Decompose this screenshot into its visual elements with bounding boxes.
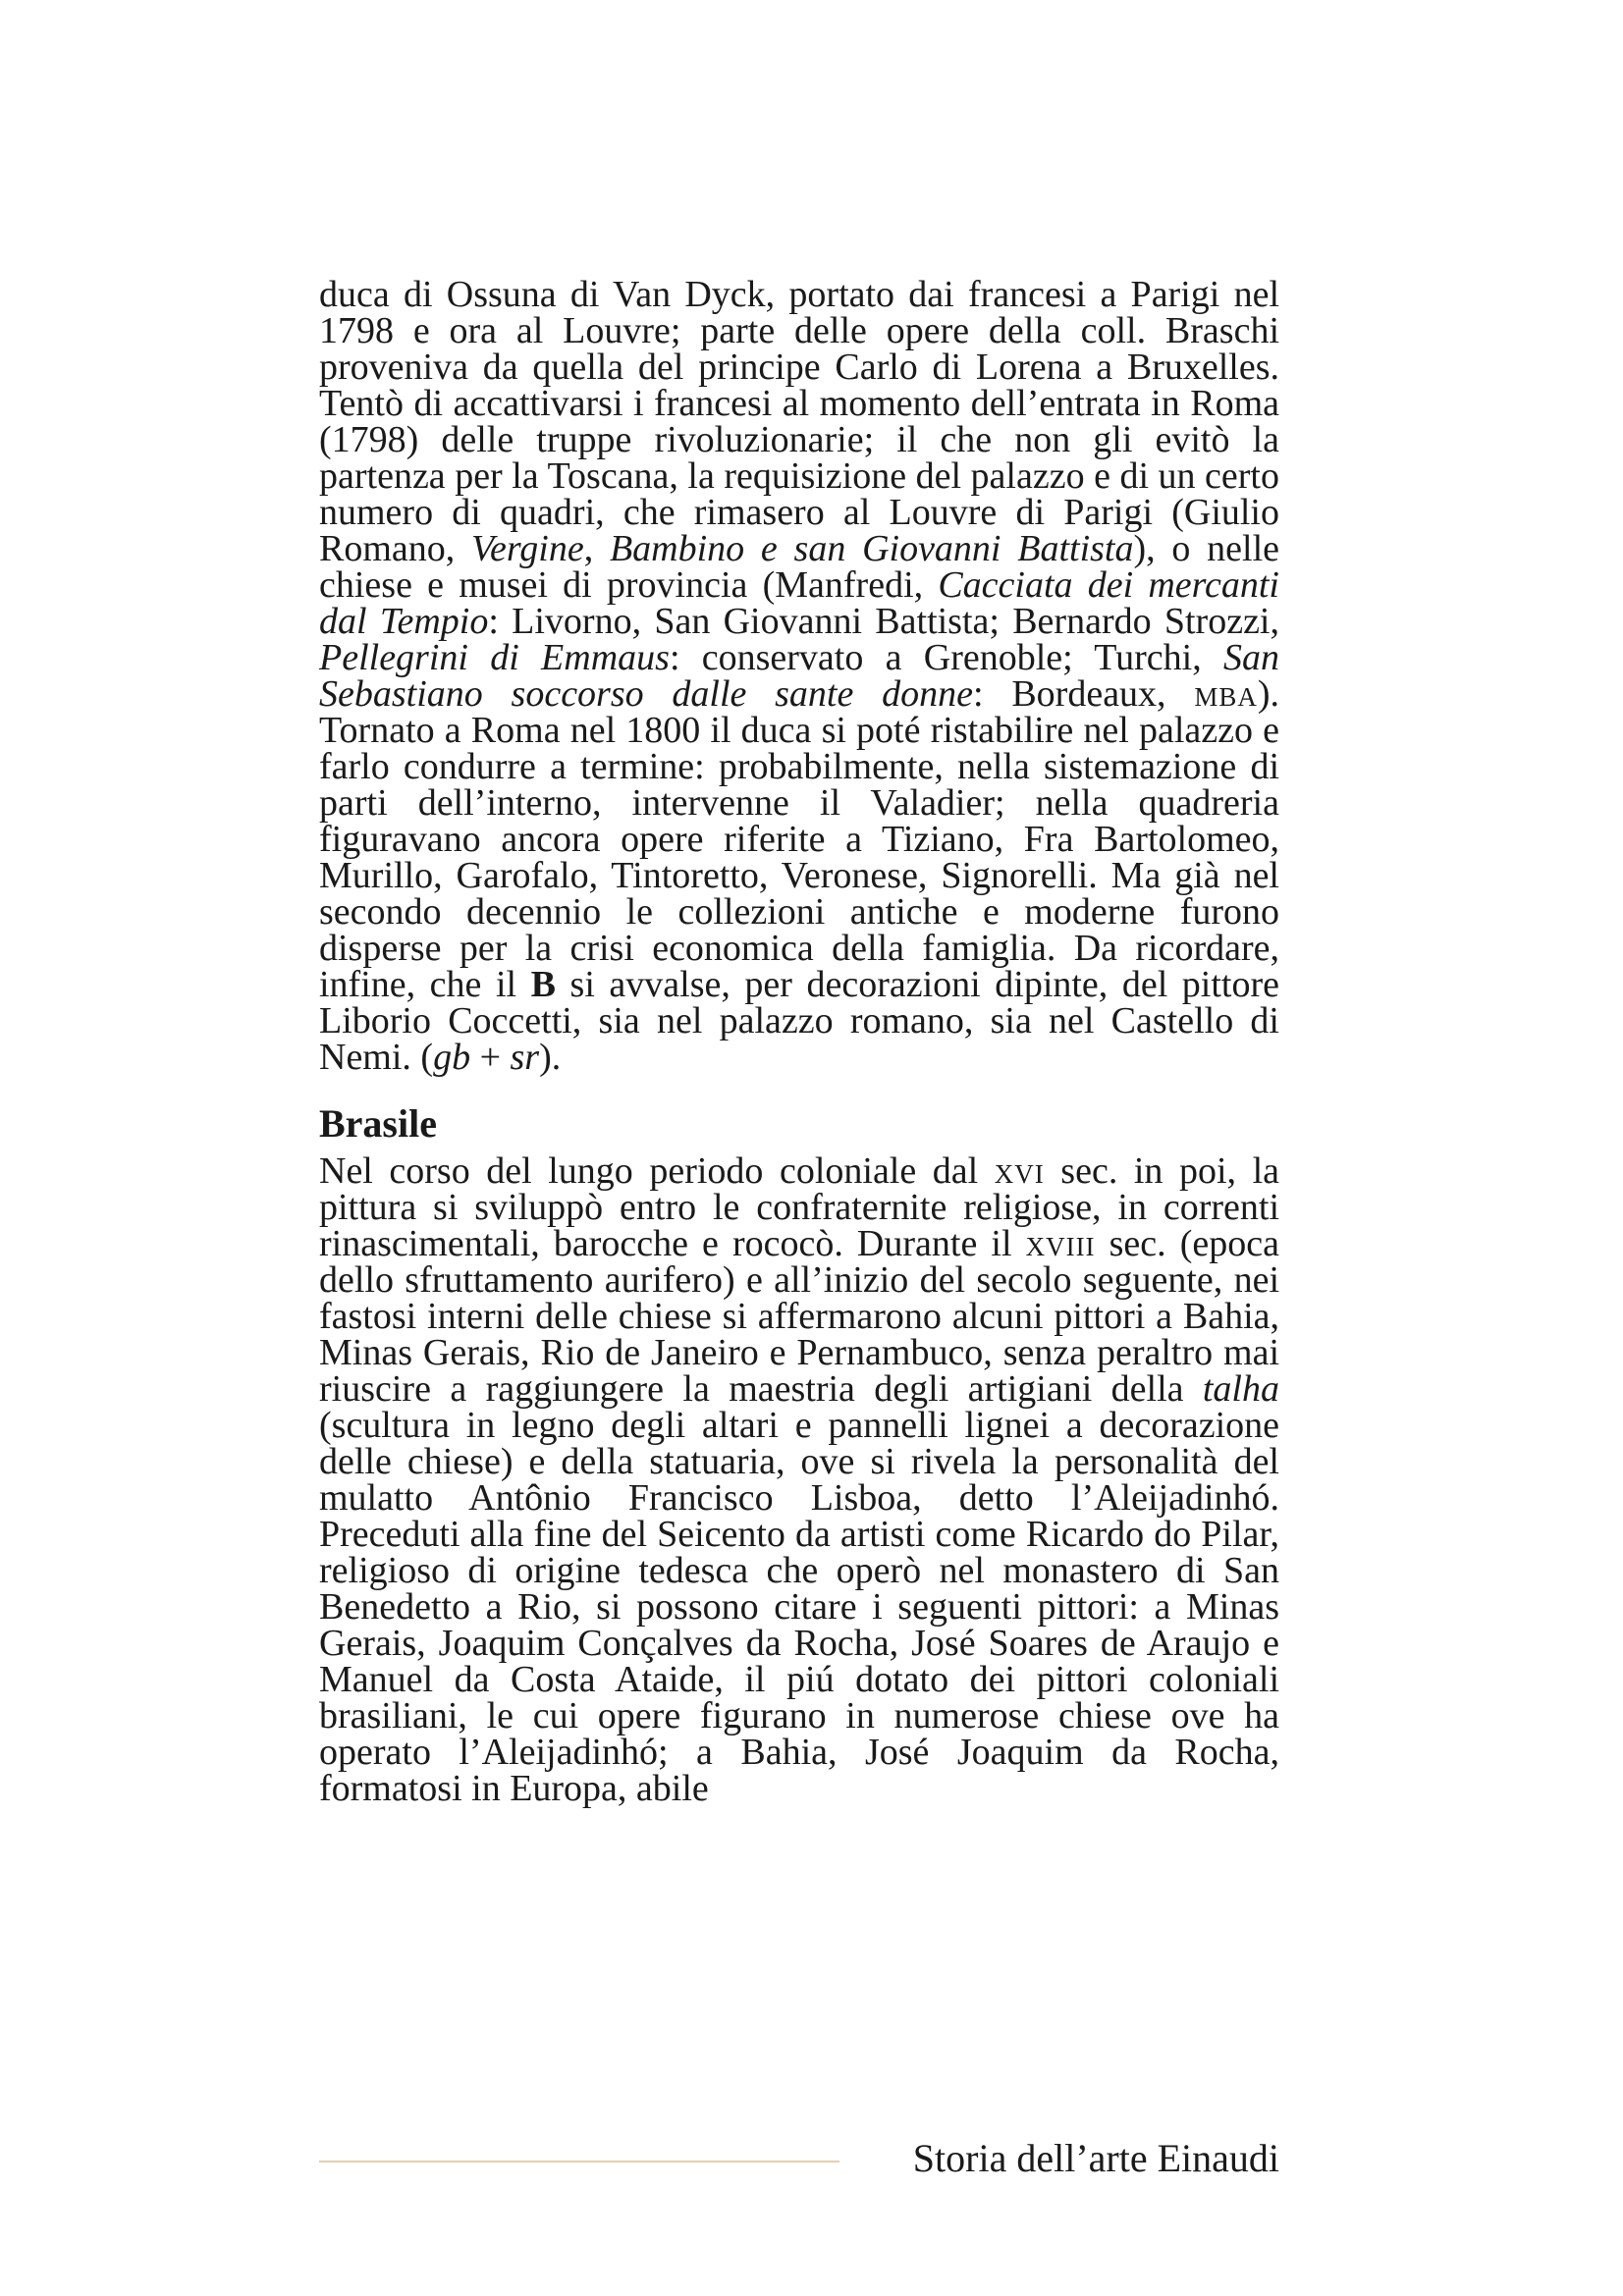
paragraph-braschi-continued (319, 274, 1280, 1078)
text-run: + (470, 1037, 511, 1078)
text-run: ). Tornato a Roma nel 1800 il duca si poté ristabilire nel palazzo e farlo condurre a termine: probabilmente, nella sistemazione di parti dell’interno, intervenne il Valadier; nella quadreria figuravano ancora opere riferite a Tiziano, Fra Bartolomeo, Murillo, Garofalo, Tintoretto, Veronese, Signorelli. Ma già nel secondo decennio le collezioni antiche e moderne furono disperse per la crisi economica della famiglia. Da ricordare, infine, che il (319, 673, 1279, 1005)
century-numeral: xviii (1025, 1223, 1096, 1264)
author-initials: gb (433, 1037, 471, 1078)
paragraph-brasile (319, 1150, 1279, 1809)
century-numeral: xvi (994, 1150, 1045, 1192)
text-run: ), o nelle chiese e musei di provincia (Manfredi, (319, 528, 1279, 606)
text-run: , (583, 528, 610, 569)
text-run: sec. (epoca dello sfruttamento aurifero) e all’inizio del secolo seguente, nei fastosi interni delle chiese si affermarono alcuni pittori a Bahia, Minas Gerais, Rio de Janeiro e Pernambuco, senza peraltro mai riuscire a raggiungere la maestria degli artigiani della (319, 1223, 1279, 1410)
footer-rule (319, 2161, 839, 2163)
footer-publication-title: Storia dell’arte Einaudi (912, 2136, 1279, 2180)
text-run: duca di Ossuna di Van Dyck, portato dai francesi a Parigi nel 1798 e ora al Louvre; parte delle opere della coll. Braschi proveniva da quella del principe Carlo di Lorena a Bruxelles. Tentò di accattivarsi i francesi al momento dell’entrata in Roma (1798) delle truppe rivoluzionarie; il che non gli evitò la partenza per la Toscana, la requisizione del palazzo e di un certo numero di quadri, che rimasero al Louvre di Parigi (Giulio Romano, (319, 274, 1279, 569)
entry-heading: Brasile (319, 1101, 437, 1146)
page-body (319, 274, 1280, 1809)
artwork-title: Bambino e san Giovanni Battista (609, 528, 1134, 569)
entry-reference: B (530, 964, 556, 1005)
text-run: (scultura in legno degli altari e pannelli lignei a decorazione delle chiese) e della statuaria, ove si rivela la personalità del mulatto Antônio Francisco Lisboa, detto l’Aleijadinhó. Preceduti alla fine del Seicento da artisti come Ricardo do Pilar, religioso di origine tedesca che operò nel monastero di San Benedetto a Rio, si possono citare i seguenti pittori: a Minas Gerais, Joaquim Conçalves da Rocha, José Soares de Araujo e Manuel da Costa Ataide, il piú dotato dei pittori coloniali brasiliani, le cui opere figurano in numerose chiese ove ha operato l’Aleijadinhó; a Bahia, José Joaquim da Rocha, formatosi in Europa, abile (319, 1405, 1279, 1809)
text-run: ). (539, 1037, 562, 1078)
author-initials: sr (510, 1037, 540, 1078)
artwork-title: Pellegrini di Emmaus (319, 637, 670, 678)
text-run: Nel corso del lungo periodo coloniale dal (319, 1150, 995, 1192)
text-run: : conservato a Grenoble; Turchi, (669, 637, 1223, 678)
text-run: : Bordeaux, (973, 673, 1195, 715)
artwork-title: San Sebastiano soccorso dalle sante donne (319, 637, 1279, 715)
artwork-title: Cacciata dei mercanti dal Tempio (319, 564, 1279, 642)
artwork-title: Vergine (471, 528, 584, 569)
text-run: sec. in poi, la pittura si sviluppò entro le confraternite religiose, in correnti rinascimentali, barocche e rococò. Durante il (319, 1150, 1279, 1264)
museum-abbreviation: mba (1194, 673, 1258, 715)
term-italic: talha (1202, 1368, 1279, 1410)
text-run: si avvalse, per decorazioni dipinte, del pittore Liborio Coccetti, sia nel palazzo romano, sia nel Castello di Nemi. ( (319, 964, 1280, 1078)
text-run: : Livorno, San Giovanni Battista; Bernardo Strozzi, (488, 601, 1279, 642)
